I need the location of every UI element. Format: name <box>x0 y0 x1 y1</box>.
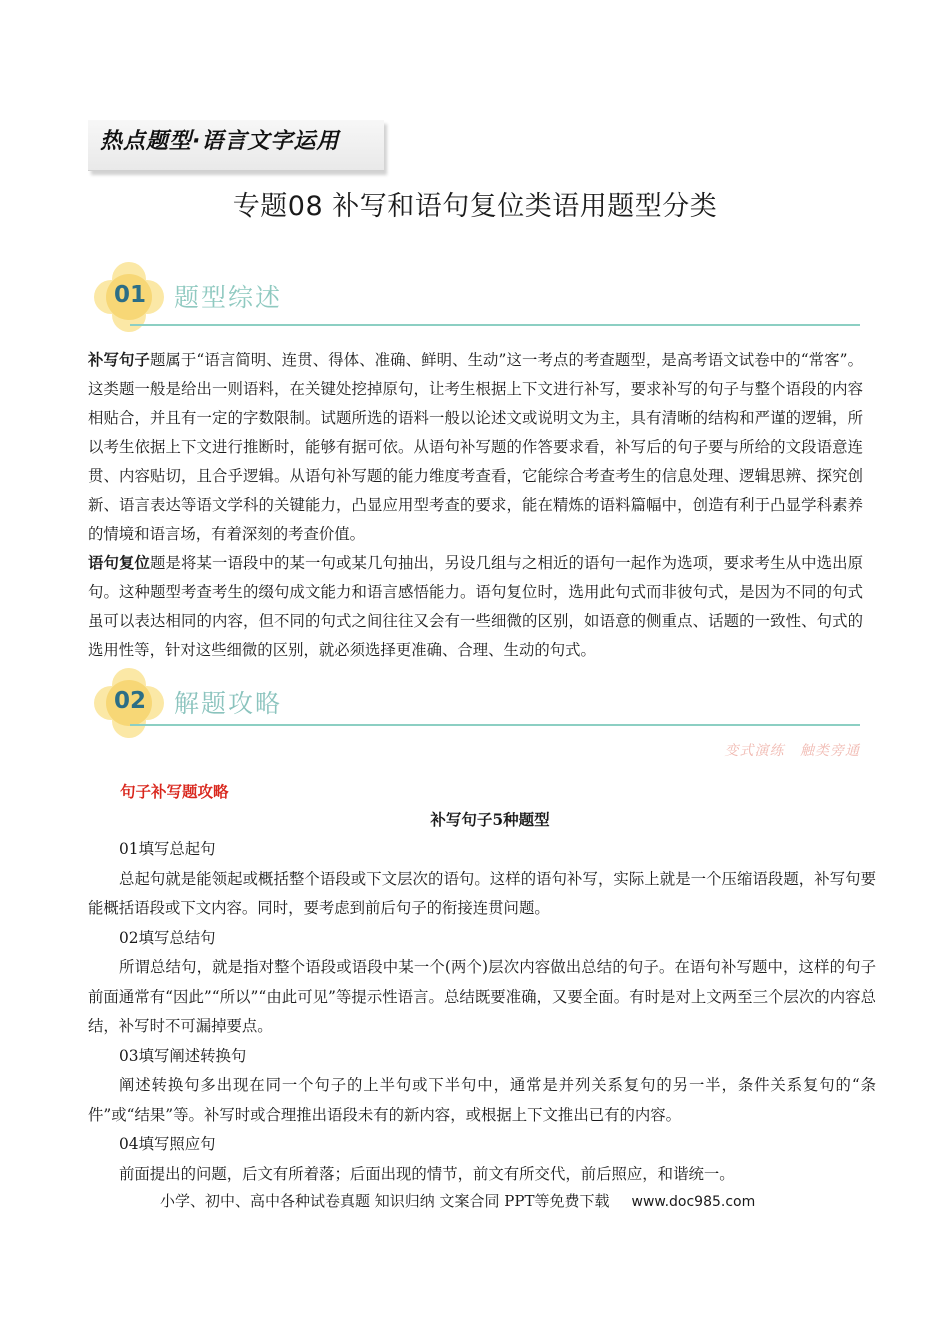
type-label: 03填写阐述转换句 <box>119 1046 247 1065</box>
type-description: 前面提出的问题，后文有所着落；后面出现的情节，前文有所交代，前后照应，和谐统一。 <box>119 1164 735 1183</box>
type-description: 总起句就是能领起或概括整个语段或下文层次的语句。这样的语句补写，实际上就是一个压缩语段题，补写句要能概括语段或下文内容。同时，要考虑到前后句子的衔接连贯问题。 <box>88 869 876 917</box>
section-divider <box>130 324 860 326</box>
types-list <box>88 835 876 1189</box>
section-subtitle: 变式演练 触类旁通 <box>724 743 860 759</box>
footer <box>160 1190 755 1211</box>
section-divider <box>130 724 860 726</box>
types-heading: 补写句子5种题型 <box>430 810 550 829</box>
type-description: 所谓总结句，就是指对整个语段或语段中某一个(两个)层次内容做出总结的句子。在语句补写题中，这样的句子前面通常有“因此”“所以”“由此可见”等提示性语言。总结既要准确，又要全面。有时是对上文两至三个层次的内容总结，补写时不可漏掉要点。 <box>88 958 876 1035</box>
footer-url[interactable]: www.doc985.com <box>631 1194 756 1210</box>
footer-text: 小学、初中、高中各种试卷真题 知识归纳 文案合同 PPT等免费下载 <box>160 1192 610 1210</box>
topic-tag-text: 热点题型·语言文字运用 <box>100 129 340 154</box>
topic-tag <box>88 120 384 171</box>
section-header-overview <box>90 262 860 342</box>
type-label: 04填写照应句 <box>119 1135 216 1153</box>
section-header-strategy <box>90 668 860 759</box>
overview-text <box>88 346 863 665</box>
section-number: 01 <box>113 282 146 308</box>
type-label: 02填写总结句 <box>119 928 216 947</box>
type-description: 阐述转换句多出现在同一个句子的上半句或下半句中，通常是并列关系复句的另一半，条件关系复句的“条件”或“结果”等。补写时或合理推出语段未有的新内容，或根据上下文推出已有的内容。 <box>88 1076 876 1124</box>
section-title: 解题攻略 <box>174 689 283 718</box>
term-highlight: 语句复位 <box>88 554 151 572</box>
term-highlight: 补写句子 <box>88 351 150 369</box>
section-title: 题型综述 <box>174 283 283 312</box>
overview-paragraph: 补写句子题属于“语言简明、连贯、得体、准确、鲜明、生动”这一考点的考查题型，是高考语文试卷中的“常客”。这类题一般是给出一则语料，在关键处挖掉原句，让考生根据上下文进行补写，要求补写的句子与整个语段的内容相贴合，并且有一定的字数限制。试题所选的语料一般以论述文或说明文为主，具有清晰的结构和严谨的逻辑，所以考生依据上下文进行推断时，能够有据可依。从语句补写题的作答要求看，补写后的句子要与所给的文段语意连贯、内容贴切，且合乎逻辑。从语句补写题的能力维度考查看，它能综合考查考生的信息处理、逻辑思辨、探究创新、语言表达等语文学科的关键能力，凸显应用型考查的要求，能在精炼的语料篇幅中，创造有利于凸显学科素养的情境和语言场，有着深刻的考查价值。 <box>88 351 863 543</box>
section-number: 02 <box>113 688 146 714</box>
document-title: 专题08 补写和语句复位类语用题型分类 <box>232 191 718 222</box>
type-label: 01填写总起句 <box>119 840 216 858</box>
overview-paragraph: 语句复位题是将某一语段中的某一句或某几句抽出，另设几组与之相近的语句一起作为选项，要求考生从中选出原句。这种题型考查考生的缀句成文能力和语言感悟能力。语句复位时，选用此句式而非彼句式，是因为不同的句式虽可以表达相同的内容，但不同的句式之间往往又会有一些细微的区别，如语意的侧重点、话题的一致性、句式的选用性等，针对这些细微的区别，就必须选择更准确、合理、生动的句式。 <box>88 554 863 659</box>
strategy-heading: 句子补写题攻略 <box>120 782 229 801</box>
